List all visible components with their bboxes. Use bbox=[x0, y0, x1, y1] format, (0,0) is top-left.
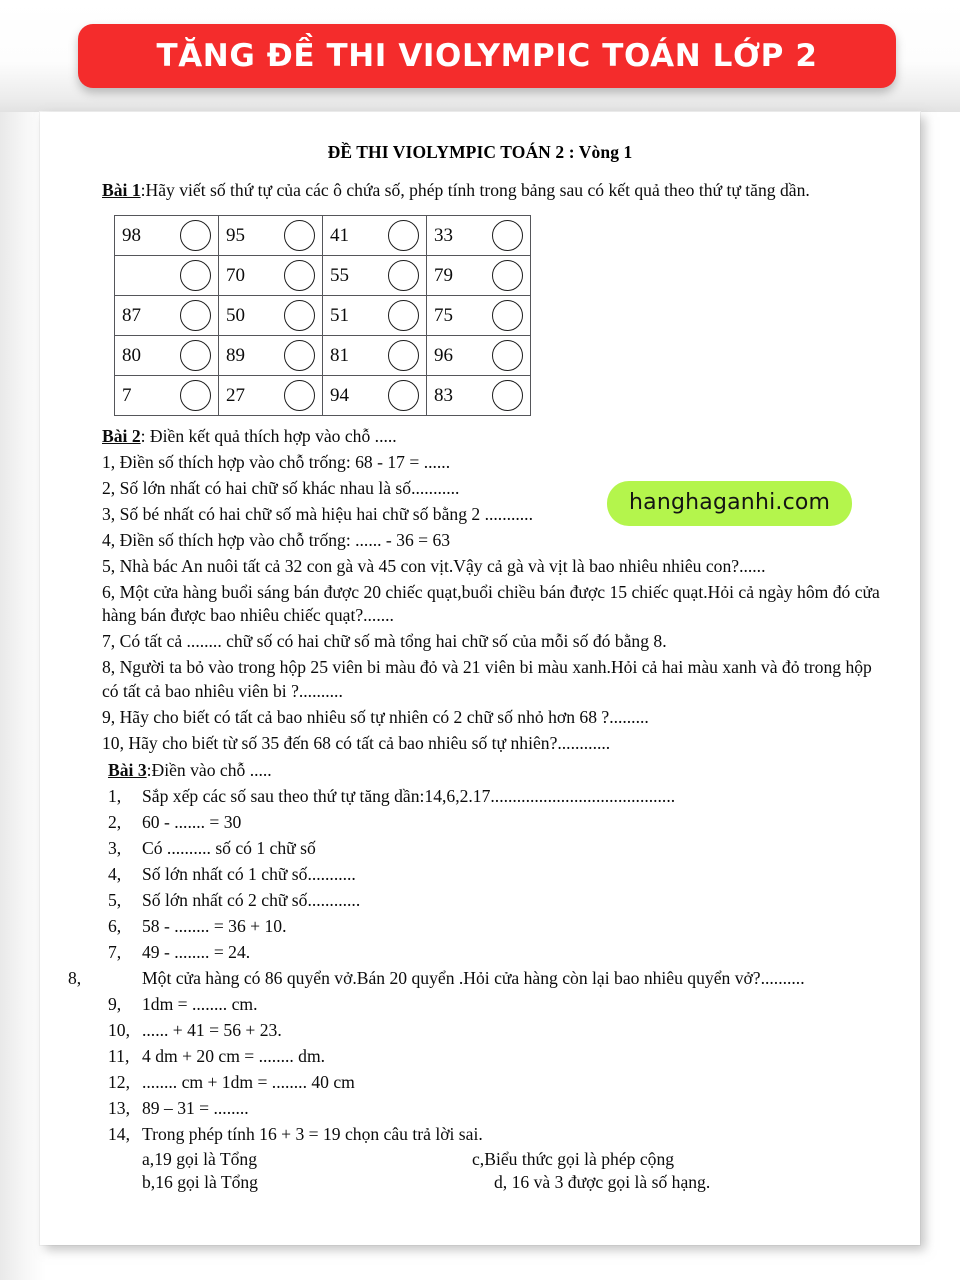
bai3-prompt bbox=[102, 759, 892, 782]
grid-cell[interactable] bbox=[427, 256, 531, 296]
answer-circle[interactable] bbox=[180, 260, 211, 291]
grid-cell[interactable] bbox=[323, 376, 427, 416]
grid-cell-value: 7 bbox=[122, 385, 132, 407]
choice-a[interactable]: a,19 gọi là Tổng bbox=[142, 1149, 257, 1170]
list-item: 3, Số bé nhất có hai chữ số mà hiệu hai chữ số bằng 2 ........... bbox=[102, 504, 533, 525]
answer-circle[interactable] bbox=[388, 380, 419, 411]
grid-cell[interactable] bbox=[219, 216, 323, 256]
list-item bbox=[102, 889, 892, 912]
list-item: 5, Nhà bác An nuôi tất cả 32 con gà và 45 con vịt.Vậy cả gà và vịt là bao nhiêu nhiêu con?...... bbox=[102, 556, 766, 577]
list-item bbox=[102, 785, 892, 808]
grid-cell[interactable] bbox=[115, 256, 219, 296]
grid-cell[interactable] bbox=[427, 336, 531, 376]
answer-circle[interactable] bbox=[388, 300, 419, 331]
list-item bbox=[102, 1071, 892, 1094]
grid-cell[interactable] bbox=[219, 256, 323, 296]
item-index: 9, bbox=[108, 994, 122, 1015]
grid-cell-value: 95 bbox=[226, 225, 245, 247]
header-banner-box bbox=[78, 24, 896, 88]
item-index: 8, bbox=[68, 968, 82, 989]
item-index: 1, bbox=[108, 785, 122, 806]
list-item: 8, Người ta bỏ vào trong hộp 25 viên bi màu đỏ và 21 viên bi màu xanh.Hỏi cả hai màu xanh và đỏ trong hộp có tất cả bao nhiêu viên bi ?.......... bbox=[102, 657, 872, 701]
grid-cell[interactable] bbox=[115, 216, 219, 256]
list-item bbox=[102, 915, 892, 938]
item-text: Trong phép tính 16 + 3 = 19 chọn câu trả lời sai. bbox=[142, 1124, 483, 1145]
list-item: 1, Điền số thích hợp vào chỗ trống: 68 - 17 = ...... bbox=[102, 452, 451, 473]
item-text: Sắp xếp các số sau theo thứ tự tăng dần:14,6,2.17.......................................... bbox=[142, 785, 676, 806]
list-item bbox=[102, 1019, 892, 1042]
grid-cell-value: 50 bbox=[226, 305, 245, 327]
list-item bbox=[102, 1045, 892, 1068]
answer-circle[interactable] bbox=[492, 300, 523, 331]
list-item: 10, Hãy cho biết từ số 35 đến 68 có tất cả bao nhiêu số tự nhiên?............ bbox=[102, 732, 611, 753]
item-text: 49 - ........ = 24. bbox=[142, 941, 251, 962]
choice-d[interactable]: d, 16 và 3 được gọi là số hạng. bbox=[494, 1172, 711, 1193]
list-item: 9, Hãy cho biết có tất cả bao nhiêu số tự nhiên có 2 chữ số nhỏ hơn 68 ?......... bbox=[102, 706, 649, 727]
item-text: Một cửa hàng có 86 quyển vở.Bán 20 quyển .Hỏi cửa hàng còn lại bao nhiêu quyển vở?.......... bbox=[142, 968, 805, 989]
answer-circle[interactable] bbox=[388, 340, 419, 371]
choice-c[interactable]: c,Biểu thức gọi là phép cộng bbox=[472, 1149, 675, 1170]
grid-cell-value: 27 bbox=[226, 385, 245, 407]
item-text: 4 dm + 20 cm = ........ dm. bbox=[142, 1046, 326, 1067]
grid-cell[interactable] bbox=[115, 376, 219, 416]
grid-cell-value: 87 bbox=[122, 305, 141, 327]
table-row bbox=[115, 336, 531, 376]
header-banner-title: TĂNG ĐỀ THI VIOLYMPIC TOÁN LỚP 2 bbox=[156, 38, 818, 74]
bai2-prompt bbox=[102, 425, 892, 448]
list-item bbox=[102, 863, 892, 886]
answer-circle[interactable] bbox=[284, 260, 315, 291]
item-text: Số lớn nhất có 2 chữ số............ bbox=[142, 889, 361, 910]
grid-cell-value: 33 bbox=[434, 225, 453, 247]
grid-cell-value: 94 bbox=[330, 385, 349, 407]
choice-row bbox=[142, 1148, 892, 1171]
grid-cell[interactable] bbox=[323, 256, 427, 296]
answer-circle[interactable] bbox=[180, 340, 211, 371]
item-index: 11, bbox=[108, 1046, 130, 1067]
grid-cell[interactable] bbox=[219, 376, 323, 416]
table-row bbox=[115, 296, 531, 336]
item-index: 12, bbox=[108, 1072, 130, 1093]
bai1-prompt-text: :Hãy viết số thứ tự của các ô chứa số, phép tính trong bảng sau có kết quả theo thứ tự tăng dần. bbox=[140, 180, 810, 200]
answer-circle[interactable] bbox=[492, 260, 523, 291]
answer-circle[interactable] bbox=[284, 220, 315, 251]
answer-circle[interactable] bbox=[388, 260, 419, 291]
item-text: ...... + 41 = 56 + 23. bbox=[142, 1020, 282, 1041]
item-index: 7, bbox=[108, 941, 122, 962]
document-content bbox=[40, 179, 920, 1194]
item-index: 3, bbox=[108, 837, 122, 858]
list-item bbox=[102, 941, 892, 964]
item-text: Số lớn nhất có 1 chữ số........... bbox=[142, 863, 356, 884]
item-text: ........ cm + 1dm = ........ 40 cm bbox=[142, 1072, 355, 1093]
bai1-label: Bài 1 bbox=[102, 180, 141, 200]
grid-cell-value: 80 bbox=[122, 345, 141, 367]
answer-circle[interactable] bbox=[284, 340, 315, 371]
bai2-label: Bài 2 bbox=[102, 426, 141, 447]
grid-cell-value: 70 bbox=[226, 265, 245, 287]
answer-circle[interactable] bbox=[492, 340, 523, 371]
grid-cell[interactable] bbox=[323, 296, 427, 336]
list-item bbox=[102, 837, 892, 860]
grid-cell-value: 55 bbox=[330, 265, 349, 287]
list-item bbox=[102, 811, 892, 834]
document-page bbox=[40, 112, 920, 1245]
bai2-prompt-text: : Điền kết quả thích hợp vào chỗ ..... bbox=[140, 426, 397, 447]
grid-cell-value: 89 bbox=[226, 345, 245, 367]
list-item bbox=[68, 967, 892, 990]
grid-cell[interactable] bbox=[427, 216, 531, 256]
answer-circle[interactable] bbox=[180, 380, 211, 411]
answer-circle[interactable] bbox=[284, 300, 315, 331]
item-index: 10, bbox=[108, 1020, 130, 1041]
bai1-prompt bbox=[102, 179, 892, 202]
choice-b[interactable]: b,16 gọi là Tổng bbox=[142, 1172, 258, 1193]
grid-cell-value: 51 bbox=[330, 305, 349, 327]
item-index: 6, bbox=[108, 915, 122, 936]
grid-cell[interactable] bbox=[115, 296, 219, 336]
header-banner bbox=[78, 24, 896, 88]
list-item: 4, Điền số thích hợp vào chỗ trống: ...... - 36 = 63 bbox=[102, 530, 451, 551]
answer-circle[interactable] bbox=[492, 380, 523, 411]
item-text: 89 – 31 = ........ bbox=[142, 1098, 249, 1119]
choice-row bbox=[142, 1171, 892, 1194]
list-item bbox=[102, 993, 892, 1016]
bai3-label: Bài 3 bbox=[108, 759, 147, 780]
watermark-badge: hanghaganhi.com bbox=[607, 481, 852, 526]
bai3-question-list bbox=[68, 785, 892, 1147]
item-index: 5, bbox=[108, 889, 122, 910]
table-row bbox=[115, 256, 531, 296]
grid-cell-value: 75 bbox=[434, 305, 453, 327]
item-index: 13, bbox=[108, 1098, 130, 1119]
grid-cell[interactable] bbox=[427, 296, 531, 336]
grid-cell-value: 41 bbox=[330, 225, 349, 247]
answer-circle[interactable] bbox=[388, 220, 419, 251]
grid-cell-value: 96 bbox=[434, 345, 453, 367]
list-item: 2, Số lớn nhất có hai chữ số khác nhau là số........... bbox=[102, 478, 460, 499]
grid-cell-value: 81 bbox=[330, 345, 349, 367]
grid-cell-value: 83 bbox=[434, 385, 453, 407]
grid-cell[interactable] bbox=[219, 336, 323, 376]
grid-cell[interactable] bbox=[219, 296, 323, 336]
grid-cell[interactable] bbox=[323, 336, 427, 376]
grid-cell[interactable] bbox=[323, 216, 427, 256]
table-row bbox=[115, 216, 531, 256]
list-item bbox=[102, 1097, 892, 1120]
document-title: ĐỀ THI VIOLYMPIC TOÁN 2 : Vòng 1 bbox=[327, 142, 633, 162]
grid-cell[interactable] bbox=[427, 376, 531, 416]
item-index: 2, bbox=[108, 811, 122, 832]
grid-cell-value: 98 bbox=[122, 225, 141, 247]
item-text: 1dm = ........ cm. bbox=[142, 994, 258, 1015]
bai3-prompt-text: :Điền vào chỗ ..... bbox=[146, 759, 272, 780]
list-item bbox=[102, 1123, 892, 1146]
answer-circle[interactable] bbox=[492, 220, 523, 251]
item-text: 58 - ........ = 36 + 10. bbox=[142, 915, 287, 936]
answer-circle[interactable] bbox=[180, 300, 211, 331]
grid-cell[interactable] bbox=[115, 336, 219, 376]
table-row bbox=[115, 376, 531, 416]
list-item: 7, Có tất cả ........ chữ số có hai chữ số mà tổng hai chữ số của mỗi số đó bằng 8. bbox=[102, 631, 667, 652]
answer-circle[interactable] bbox=[284, 380, 315, 411]
item-text: Có .......... số có 1 chữ số bbox=[142, 837, 316, 858]
item-index: 14, bbox=[108, 1124, 130, 1145]
question-14-choices bbox=[102, 1148, 892, 1194]
item-index: 4, bbox=[108, 863, 122, 884]
item-text: 60 - ....... = 30 bbox=[142, 811, 242, 832]
grid-cell-value: 79 bbox=[434, 265, 453, 287]
answer-circle[interactable] bbox=[180, 220, 211, 251]
list-item: 6, Một cửa hàng buổi sáng bán được 20 chiếc quạt,buổi chiều bán được 15 chiếc quạt.Hỏi cả ngày hôm đó cửa hàng bán được bao nhiêu chiếc quạt?....... bbox=[102, 582, 880, 626]
number-grid bbox=[114, 215, 531, 416]
